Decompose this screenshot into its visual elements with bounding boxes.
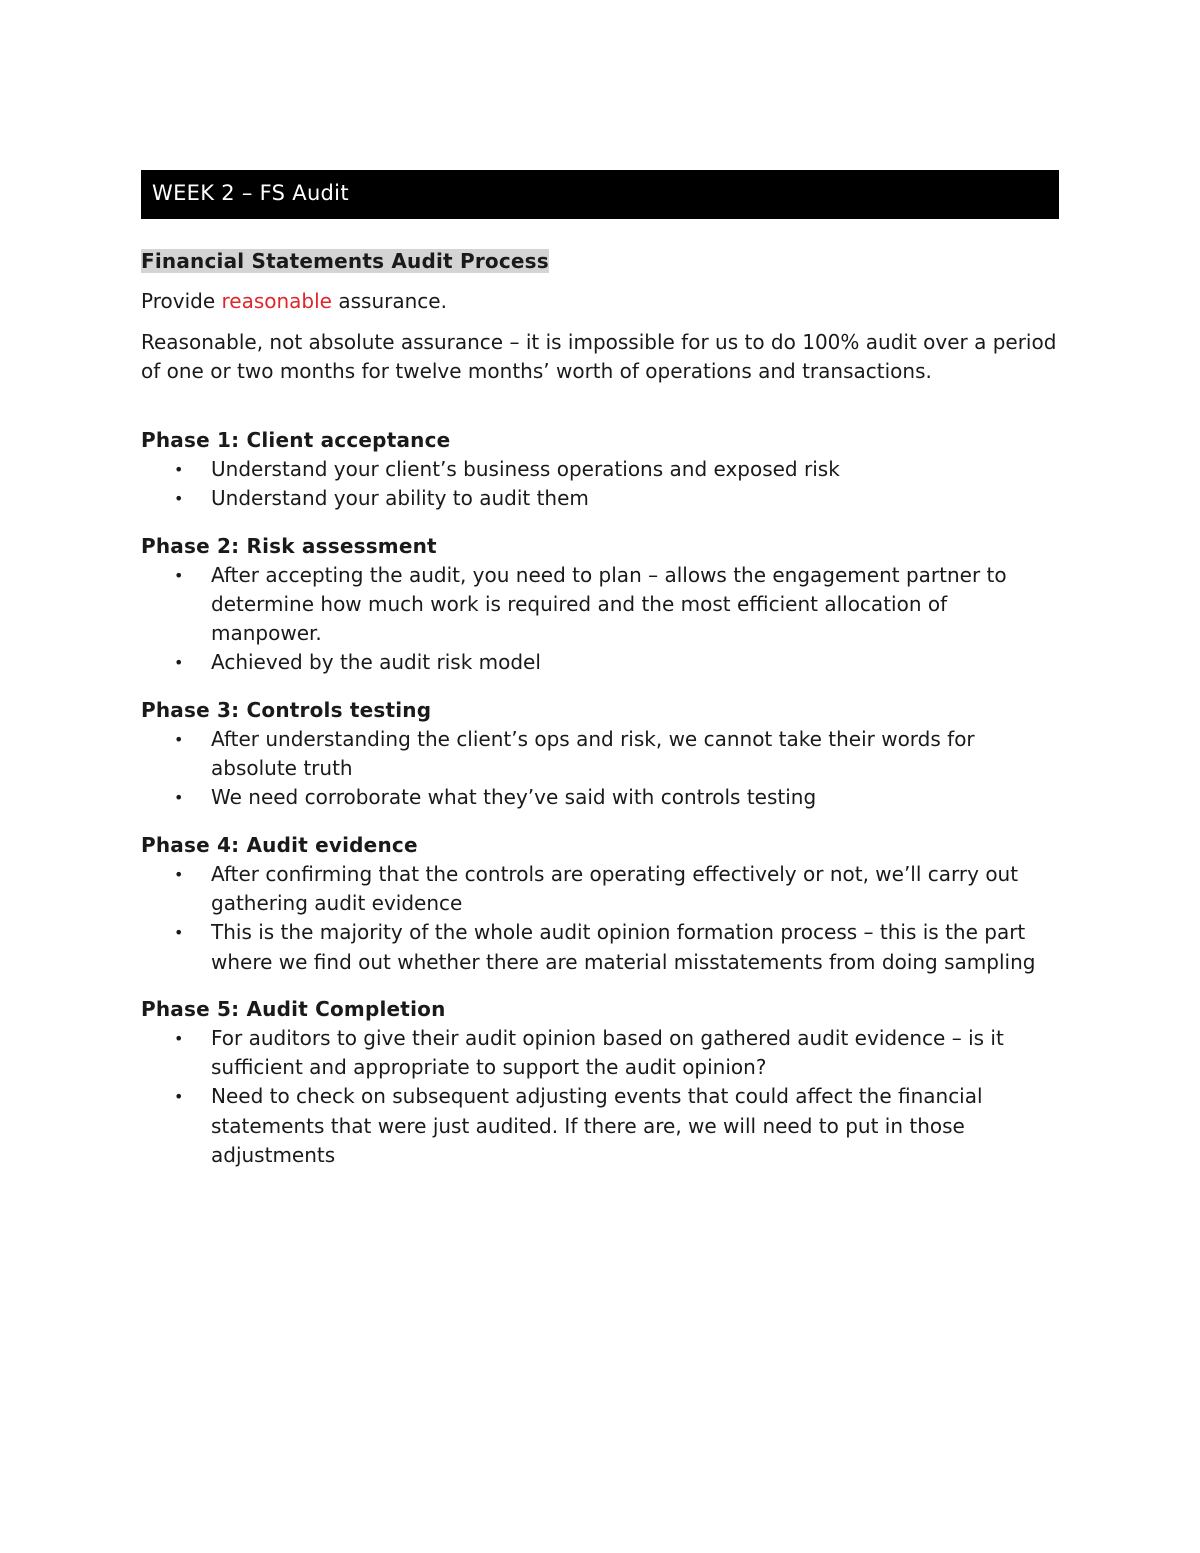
- list-item: [141, 860, 1059, 919]
- phase-title: Phase 5: Audit Completion: [141, 996, 446, 1021]
- list-item: [141, 484, 1059, 513]
- bullet-list: [141, 860, 1059, 977]
- intro-highlight: reasonable: [221, 289, 332, 313]
- bullet-list: [141, 1024, 1059, 1170]
- bullet-icon: •: [174, 653, 184, 673]
- phase-5: [141, 995, 1059, 1170]
- explanation-paragraph: Reasonable, not absolute assurance – it is impossible for us to do 100% audit over a period of one or two months for twelve months’ worth of operations and transactions.: [141, 330, 1057, 383]
- list-item: [141, 1024, 1059, 1083]
- section-heading-text: Financial Statements Audit Process: [141, 249, 549, 273]
- phase-title: Phase 2: Risk assessment: [141, 533, 437, 558]
- bullet-list: [141, 561, 1059, 678]
- bullet-icon: •: [174, 489, 184, 509]
- list-item-text: This is the majority of the whole audit opinion formation process – this is the part where we find out whether there are material misstatements from doing sampling: [211, 920, 1036, 974]
- list-item: [141, 1082, 1059, 1170]
- intro-suffix: assurance.: [331, 289, 447, 313]
- bullet-list: [141, 455, 1059, 514]
- intro-prefix: Provide: [141, 289, 222, 313]
- phase-1: [141, 426, 1059, 514]
- list-item-text: After accepting the audit, you need to plan – allows the engagement partner to determine how much work is required and the most efficient allocation of manpower.: [211, 562, 1007, 646]
- bullet-icon: •: [174, 923, 184, 943]
- bullet-icon: •: [174, 460, 184, 479]
- bullet-icon: •: [174, 1028, 184, 1048]
- list-item: [141, 783, 1059, 812]
- list-item-text: After understanding the client’s ops and risk, we cannot take their words for absolute truth: [211, 726, 975, 781]
- phase-4: [141, 831, 1059, 977]
- bullet-icon: •: [174, 788, 184, 808]
- bullet-icon: •: [174, 1087, 184, 1107]
- phase-title: Phase 1: Client acceptance: [141, 428, 451, 452]
- document-page: [141, 170, 1059, 1170]
- list-item-text: Need to check on subsequent adjusting events that could affect the financial statements that were just audited. If there are, we will need to put in those adjustments: [211, 1084, 983, 1168]
- list-item: [141, 648, 1059, 677]
- intro-paragraph: [141, 287, 1059, 316]
- phase-2: [141, 532, 1059, 678]
- phase-title: Phase 4: Audit evidence: [141, 832, 418, 857]
- list-item-text: We need corroborate what they’ve said with controls testing: [211, 785, 817, 810]
- bullet-icon: •: [174, 565, 184, 585]
- list-item-text: Achieved by the audit risk model: [211, 650, 541, 675]
- bullet-icon: •: [174, 729, 184, 749]
- list-item: [141, 455, 1059, 484]
- page-title: WEEK 2 – FS Audit: [141, 170, 1059, 219]
- bullet-list: [141, 725, 1059, 813]
- phase-title: Phase 3: Controls testing: [141, 697, 432, 722]
- list-item-text: Understand your ability to audit them: [211, 486, 589, 511]
- list-item-text: Understand your client’s business operations and exposed risk: [211, 457, 840, 481]
- section-heading: [141, 247, 1059, 275]
- bullet-icon: •: [174, 864, 184, 884]
- list-item: [141, 918, 1059, 977]
- list-item: [141, 725, 1059, 784]
- list-item-text: For auditors to give their audit opinion based on gathered audit evidence – is it sufficient and appropriate to support the audit opinion?: [211, 1025, 1004, 1080]
- list-item-text: After confirming that the controls are operating effectively or not, we’ll carry out gathering audit evidence: [211, 861, 1019, 915]
- phase-3: [141, 696, 1059, 813]
- list-item: [141, 561, 1059, 649]
